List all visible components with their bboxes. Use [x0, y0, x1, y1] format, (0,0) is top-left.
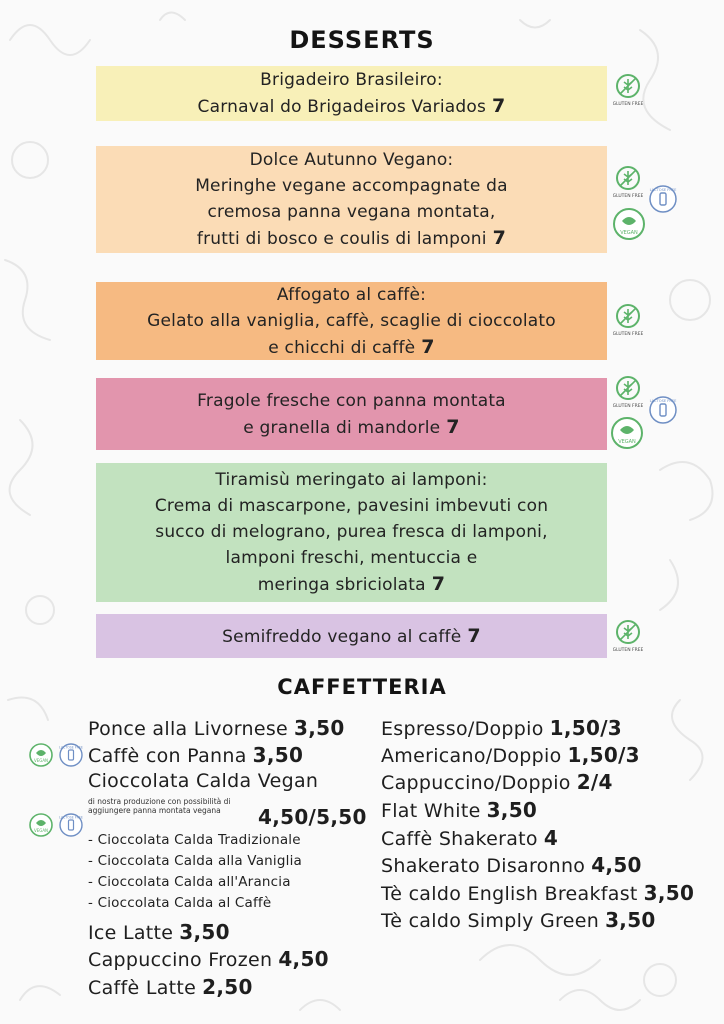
gluten-free-icon — [613, 164, 643, 204]
svg-text:LACTOSE FREE: LACTOSE FREE — [649, 188, 677, 192]
svg-text:GLUTEN FREE: GLUTEN FREE — [613, 648, 643, 653]
svg-text:LACTOSE FREE: LACTOSE FREE — [59, 815, 83, 820]
dessert-price: 7 — [467, 624, 481, 647]
vegan-icon — [612, 207, 646, 241]
item-name: Espresso/Doppio — [381, 718, 544, 740]
menu-item-caffe-panna — [88, 743, 303, 767]
item-price: 3,50 — [486, 798, 538, 822]
item-name: Shakerato Disaronno — [381, 855, 586, 877]
item-price: 4,50/5,50 — [258, 805, 367, 829]
svg-text:GLUTEN FREE: GLUTEN FREE — [613, 102, 643, 107]
item-name: Caffè Latte — [88, 977, 197, 999]
vegan-icon — [610, 416, 644, 450]
gluten-free-icon — [613, 618, 643, 658]
menu-item-ponce — [88, 716, 345, 740]
item-price: 3,50 — [294, 716, 345, 740]
caffetteria-title: CAFFETTERIA — [277, 675, 447, 699]
cioccolata-variant: - Cioccolata Calda Tradizionale — [88, 832, 301, 848]
menu-item-espresso — [381, 716, 622, 740]
dessert-price: 7 — [492, 227, 507, 249]
svg-text:VEGAN: VEGAN — [620, 230, 638, 236]
dessert-price: 7 — [446, 415, 460, 438]
item-price: 3,50 — [605, 908, 656, 932]
item-name: Caffè Shakerato — [381, 828, 538, 850]
dessert-price: 7 — [492, 95, 506, 117]
menu-item-cappuccino — [381, 770, 613, 794]
cioccolata-variant: - Cioccolata Calda alla Vaniglia — [88, 853, 303, 869]
dessert-fragole — [96, 378, 607, 450]
menu-item-caffe-latte — [88, 975, 253, 999]
gluten-free-icon — [613, 374, 643, 414]
item-name: Tè caldo English Breakfast — [381, 883, 638, 905]
dessert-description: Fragole fresche con panna montata e granella di mandorle — [197, 390, 506, 438]
menu-item-flat-white — [381, 798, 537, 822]
menu-item-americano — [381, 743, 640, 767]
item-price: 1,50/3 — [549, 716, 623, 740]
dessert-brigadeiro — [96, 66, 607, 121]
item-price: 3,50 — [179, 920, 230, 944]
item-name: Cappuccino/Doppio — [381, 772, 571, 794]
lactose-free-icon — [648, 184, 678, 214]
vegan-icon — [28, 742, 54, 768]
svg-text:VEGAN: VEGAN — [618, 439, 636, 445]
cioccolata-note: di nostra produzione con possibilità di aggiungere panna montata vegana — [88, 797, 231, 815]
dessert-dolce-autunno — [96, 146, 607, 253]
svg-text:GLUTEN FREE: GLUTEN FREE — [613, 404, 643, 409]
gluten-free-icon — [613, 72, 643, 112]
dessert-price: 7 — [421, 335, 435, 358]
item-price: 3,50 — [252, 743, 304, 767]
svg-text:GLUTEN FREE: GLUTEN FREE — [613, 332, 643, 337]
dessert-semifreddo — [96, 614, 607, 658]
item-price: 1,50/3 — [567, 743, 640, 767]
item-name: Cioccolata Calda Vegan — [88, 770, 319, 792]
menu-item-caffe-shakerato — [381, 826, 558, 850]
item-name: Caffè con Panna — [88, 745, 247, 767]
item-name: Flat White — [381, 800, 481, 822]
dessert-description: Dolce Autunno Vegano: Meringhe vegane accompagnate da cremosa panna vegana montata, frutti di bosco e coulis di lamponi — [195, 150, 508, 249]
item-price: 3,50 — [643, 881, 695, 905]
desserts-title: DESSERTS — [289, 26, 435, 54]
item-price: 4,50 — [591, 853, 642, 877]
lactose-free-icon — [648, 395, 678, 425]
item-name: Americano/Doppio — [381, 745, 562, 767]
item-name: Tè caldo Simply Green — [381, 910, 600, 932]
dessert-price: 7 — [431, 573, 446, 595]
item-name: Cappuccino Frozen — [88, 949, 273, 971]
menu-item-shakerato-disaronno — [381, 853, 642, 877]
menu-item-cappuccino-frozen — [88, 947, 329, 971]
svg-text:GLUTEN FREE: GLUTEN FREE — [613, 194, 643, 199]
item-name: Ponce alla Livornese — [88, 718, 289, 740]
dessert-description: Semifreddo vegano al caffè — [222, 626, 462, 647]
svg-text:VEGAN: VEGAN — [33, 758, 49, 763]
menu-item-te-english-breakfast — [381, 881, 694, 905]
dessert-description: Brigadeiro Brasileiro: Carnaval do Brigadeiros Variados — [197, 70, 487, 117]
item-price: 2,50 — [202, 975, 253, 999]
lactose-free-icon — [58, 742, 84, 768]
dessert-tiramisu — [96, 463, 607, 602]
item-price: 4 — [543, 826, 559, 850]
dessert-description: Affogato al caffè: Gelato alla vaniglia, caffè, scaglie di cioccolato e chicchi di caffè — [147, 284, 556, 358]
menu-item-ice-latte — [88, 920, 230, 944]
item-price: 4,50 — [278, 947, 329, 971]
svg-text:VEGAN: VEGAN — [33, 828, 49, 833]
menu-item-te-simply-green — [381, 908, 656, 932]
svg-text:LACTOSE FREE: LACTOSE FREE — [649, 399, 677, 403]
item-name: Ice Latte — [88, 922, 174, 944]
menu-item-cioccolata-vegan — [88, 770, 318, 792]
item-price: 2/4 — [576, 770, 613, 794]
dessert-description: Tiramisù meringato ai lamponi: Crema di mascarpone, pavesini imbevuti con succo di melograno, purea fresca di lamponi, lamponi freschi, mentuccia e meringa sbriciolata — [154, 470, 549, 595]
gluten-free-icon — [613, 302, 643, 342]
cioccolata-price — [258, 805, 367, 829]
vegan-icon — [28, 812, 54, 838]
cioccolata-variant: - Cioccolata Calda al Caffè — [88, 895, 272, 911]
cioccolata-variant: - Cioccolata Calda all'Arancia — [88, 874, 291, 890]
svg-text:LACTOSE FREE: LACTOSE FREE — [59, 745, 83, 750]
lactose-free-icon — [58, 812, 84, 838]
dessert-affogato — [96, 282, 607, 360]
